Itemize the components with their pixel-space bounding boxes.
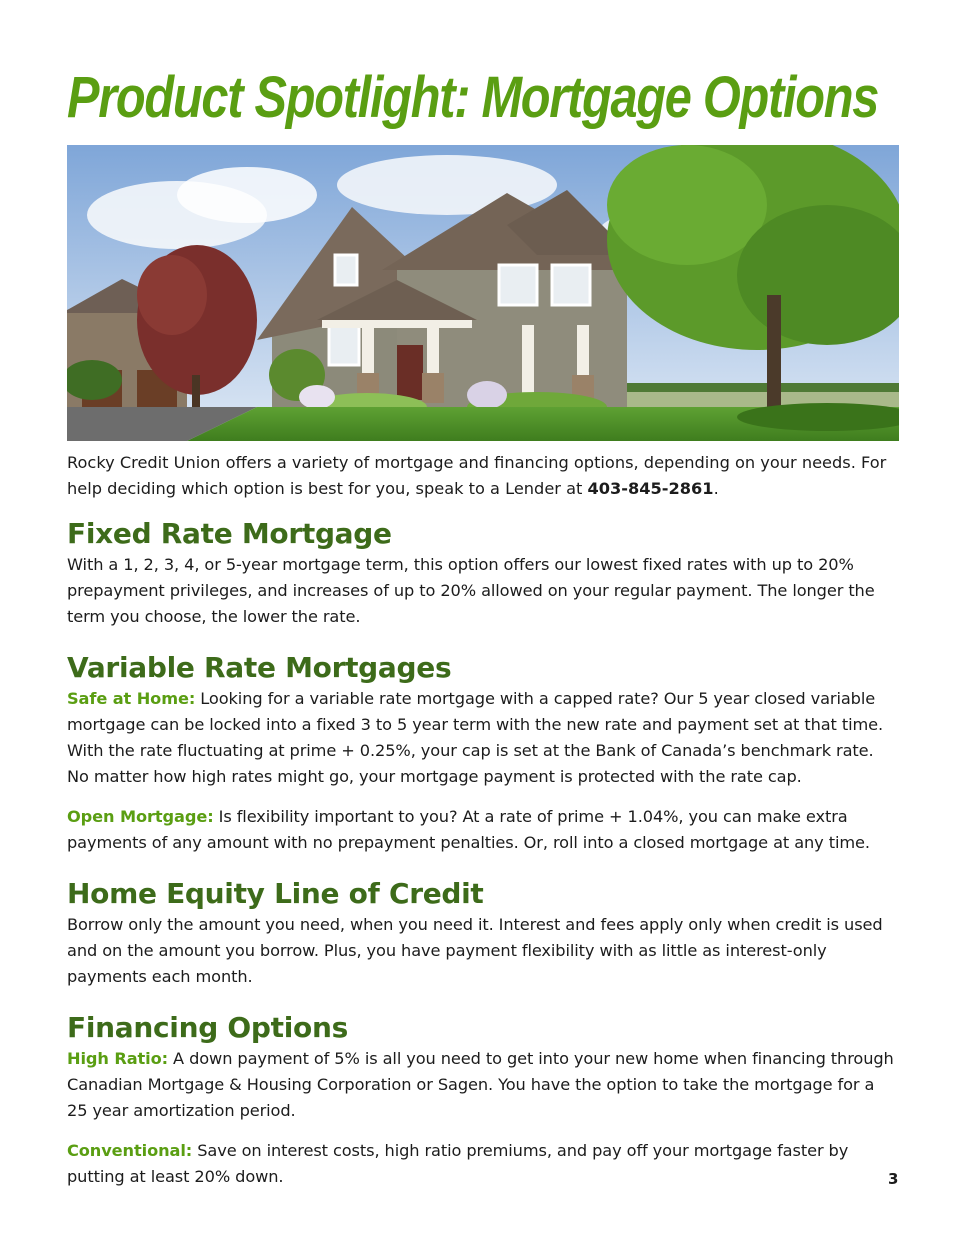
open-mortgage-paragraph xyxy=(67,804,899,856)
safe-at-home-text: Looking for a variable rate mortgage with a capped rate? Our 5 year closed variable mortgage can be locked into a fixed 3 to 5 year term with the new rate and payment set at that time. With the rate fluctuating at prime + 0.25%, your cap is set at the Bank of Canada’s benchmark rate. No matter how high rates might go, your mortgage payment is protected with the rate cap. xyxy=(67,689,884,786)
heloc-body: Borrow only the amount you need, when you need it. Interest and fees apply only when credit is used and on the amount you borrow. Plus, you have payment flexibility with as little as interest-only payments each month. xyxy=(67,915,883,986)
house-photo-icon xyxy=(67,145,899,441)
conventional-text: Save on interest costs, high ratio premiums, and pay off your mortgage faster by putting at least 20% down. xyxy=(67,1141,849,1186)
page-number: 3 xyxy=(888,1170,899,1188)
variable-rate-heading: Variable Rate Mortgages xyxy=(67,651,452,684)
intro-paragraph xyxy=(67,450,899,502)
high-ratio-text: A down payment of 5% is all you need to get into your new home when financing through Canadian Mortgage & Housing Corporation or Sagen. You have the option to take the mortgage for a 25 year amortization period. xyxy=(67,1049,894,1120)
high-ratio-paragraph xyxy=(67,1046,899,1124)
financing-heading: Financing Options xyxy=(67,1011,348,1044)
conventional-paragraph xyxy=(67,1138,899,1190)
variable-rate-section xyxy=(67,650,899,856)
safe-at-home-paragraph xyxy=(67,686,899,790)
hero-house-photo xyxy=(67,145,899,441)
intro-text: Rocky Credit Union offers a variety of mortgage and financing options, depending on your needs. For help deciding which option is best for you, speak to a Lender at xyxy=(67,453,887,498)
heloc-section xyxy=(67,876,899,990)
heloc-heading: Home Equity Line of Credit xyxy=(67,877,484,910)
safe-at-home-label: Safe at Home: xyxy=(67,689,196,708)
high-ratio-label: High Ratio: xyxy=(67,1049,169,1068)
financing-section xyxy=(67,1010,899,1190)
fixed-rate-heading: Fixed Rate Mortgage xyxy=(67,517,392,550)
fixed-rate-section xyxy=(67,516,899,630)
lender-phone-number: 403-845-2861 xyxy=(587,479,714,498)
page-title: Product Spotlight: Mortgage Options xyxy=(67,65,879,130)
conventional-label: Conventional: xyxy=(67,1141,193,1160)
open-mortgage-text: Is flexibility important to you? At a rate of prime + 1.04%, you can make extra payments of any amount with no prepayment penalties. Or, roll into a closed mortgage at any time. xyxy=(67,807,870,852)
open-mortgage-label: Open Mortgage: xyxy=(67,807,214,826)
intro-text-end: . xyxy=(713,479,719,498)
fixed-rate-body: With a 1, 2, 3, 4, or 5-year mortgage term, this option offers our lowest fixed rates with up to 20% prepayment privileges, and increases of up to 20% allowed on your regular payment. The longer the term you choose, the lower the rate. xyxy=(67,555,875,626)
